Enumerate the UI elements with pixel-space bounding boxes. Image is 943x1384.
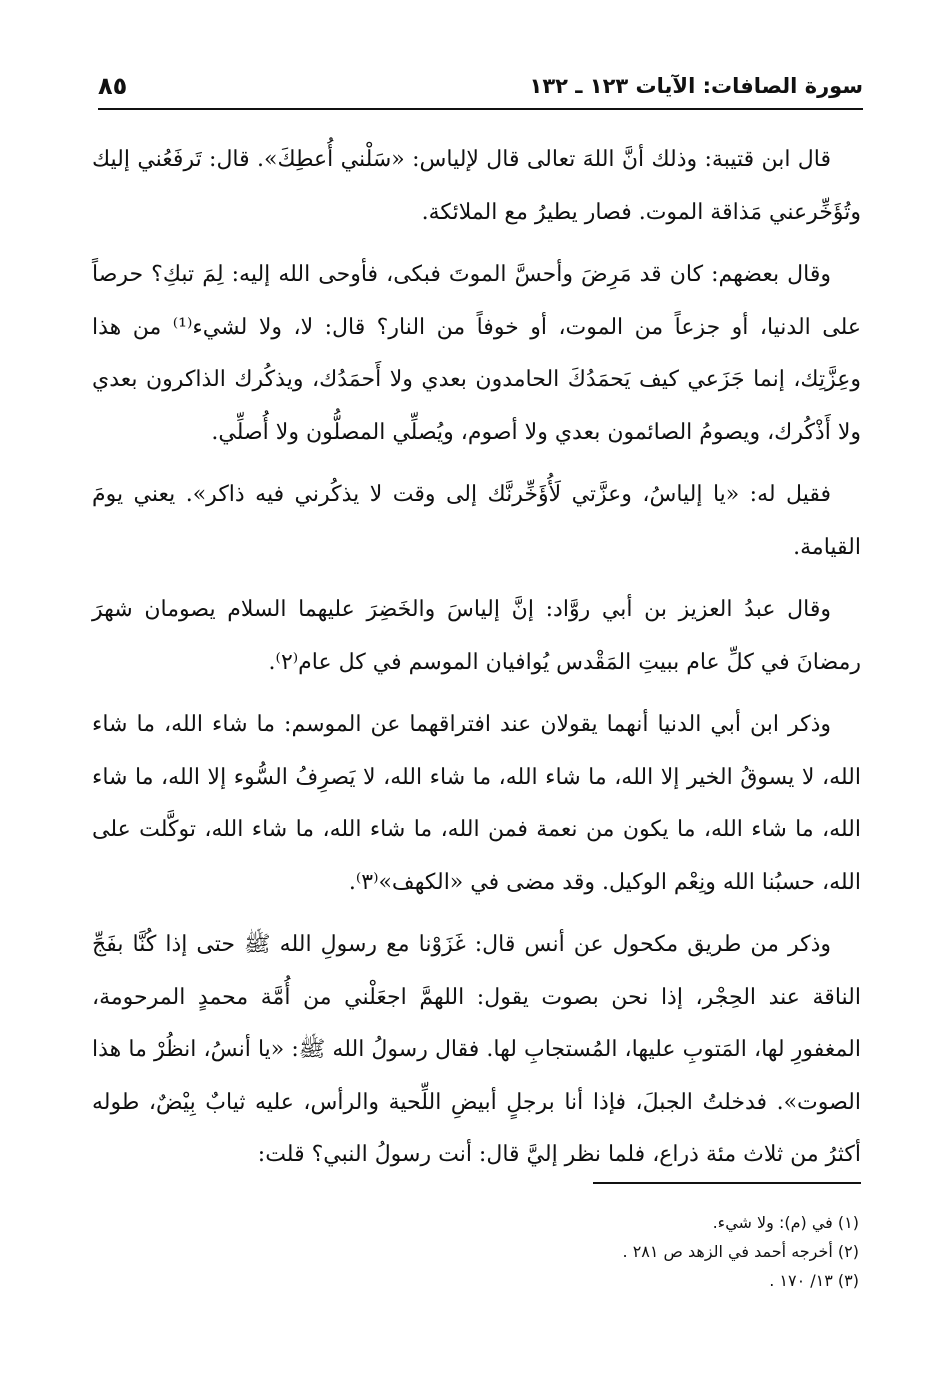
footnotes [300,1208,859,1295]
paragraph: فقيل له: «يا إلياسُ، وعزَّتي لَأُؤَخِّرنَّك إلى وقت لا يذكُرني فيه ذاكر». يعني يومَ القيامة. [92,482,861,560]
paragraph: وذكر ابن أبي الدنيا أنهما يقولان عند افتراقهما عن الموسم: ما شاء الله، ما شاء الله، لا يسوقُ الخير إلا الله، ما شاء الله، ما شاء الله، لا يَصرِفُ السُّوء إلا الله، ما شاء الله، ما شاء الله، ما يكون من نعمة فمن الله، ما شاء الله، ما شاء الله، توكَّلت على الله، حسبُنا الله ونِعْم الوكيل. وقد مضى في «الكهف»⁽٣⁾. [92,712,861,895]
footnote-divider [593,1182,861,1184]
running-title: سورة الصافات: الآيات ١٢٣ ـ ١٣٢ [529,74,863,98]
paragraph: وذكر من طريق مكحول عن أنس قال: غَزَوْنا مع رسولِ الله ﷺ حتى إذا كُنَّا بفَجِّ الناقة عند الحِجْر، إذا نحن بصوت يقول: اللهمَّ اجعَلْني من أُمَّة محمدٍ المرحومة، المغفورِ لها، المَتوبِ عليها، المُستجابِ لها. فقال رسولُ الله ﷺ: «يا أنسُ، انظُرْ ما هذا الصوت». فدخلتُ الجبلَ، فإذا أنا برجلٍ أبيضِ اللِّحية والرأس، عليه ثيابٌ بِيْضٌ، طوله أكثرُ من ثلاث مئة ذراع، فلما نظر إليَّ قال: أنت رسولُ النبي؟ قلت: [92,932,861,1167]
footnote: (١) في (م): ولا شيء. [712,1213,859,1232]
page-header [98,66,863,106]
page-number: ٨٥ [98,72,128,100]
paragraph: وقال عبدُ العزيز بن أبي روَّاد: إنَّ إلياسَ والخَضِرَ عليهما السلام يصومان شهرَ رمضانَ في كلِّ عام ببيتِ المَقْدس يُوافيان الموسم في كل عام⁽٢⁾. [92,597,861,675]
footnote: (٣) ١٣/ ١٧٠ . [769,1271,859,1290]
header-divider [98,108,863,110]
main-text [92,134,861,1192]
paragraph: وقال بعضهم: كان قد مَرِضَ وأحسَّ الموتَ فبكى، فأوحى الله إليه: لِمَ تبكِ؟ حرصاً على الدنيا، أو جزعاً من الموت، أو خوفاً من النار؟ قال: لا، ولا لشيء⁽¹⁾ من هذا وعِزَّتِك، إنما جَزَعي كيف يَحمَدُكَ الحامدون بعدي ولا أَحمَدُك، ويذكُرك الذاكرون بعدي ولا أَذْكُرك، ويصومُ الصائمون بعدي ولا أصوم، ويُصلِّي المصلُّون ولا أُصلِّي. [92,262,861,445]
paragraph: قال ابن قتيبة: وذلك أنَّ اللهَ تعالى قال لإلياس: «سَلْني أُعطِكَ». قال: تَرفَعُني إليك وتُؤَخِّرعني مَذاقة الموت. فصار يطيرُ مع الملائكة. [92,147,861,225]
footnote: (٢) أخرجه أحمد في الزهد ص ٢٨١ . [622,1242,859,1261]
